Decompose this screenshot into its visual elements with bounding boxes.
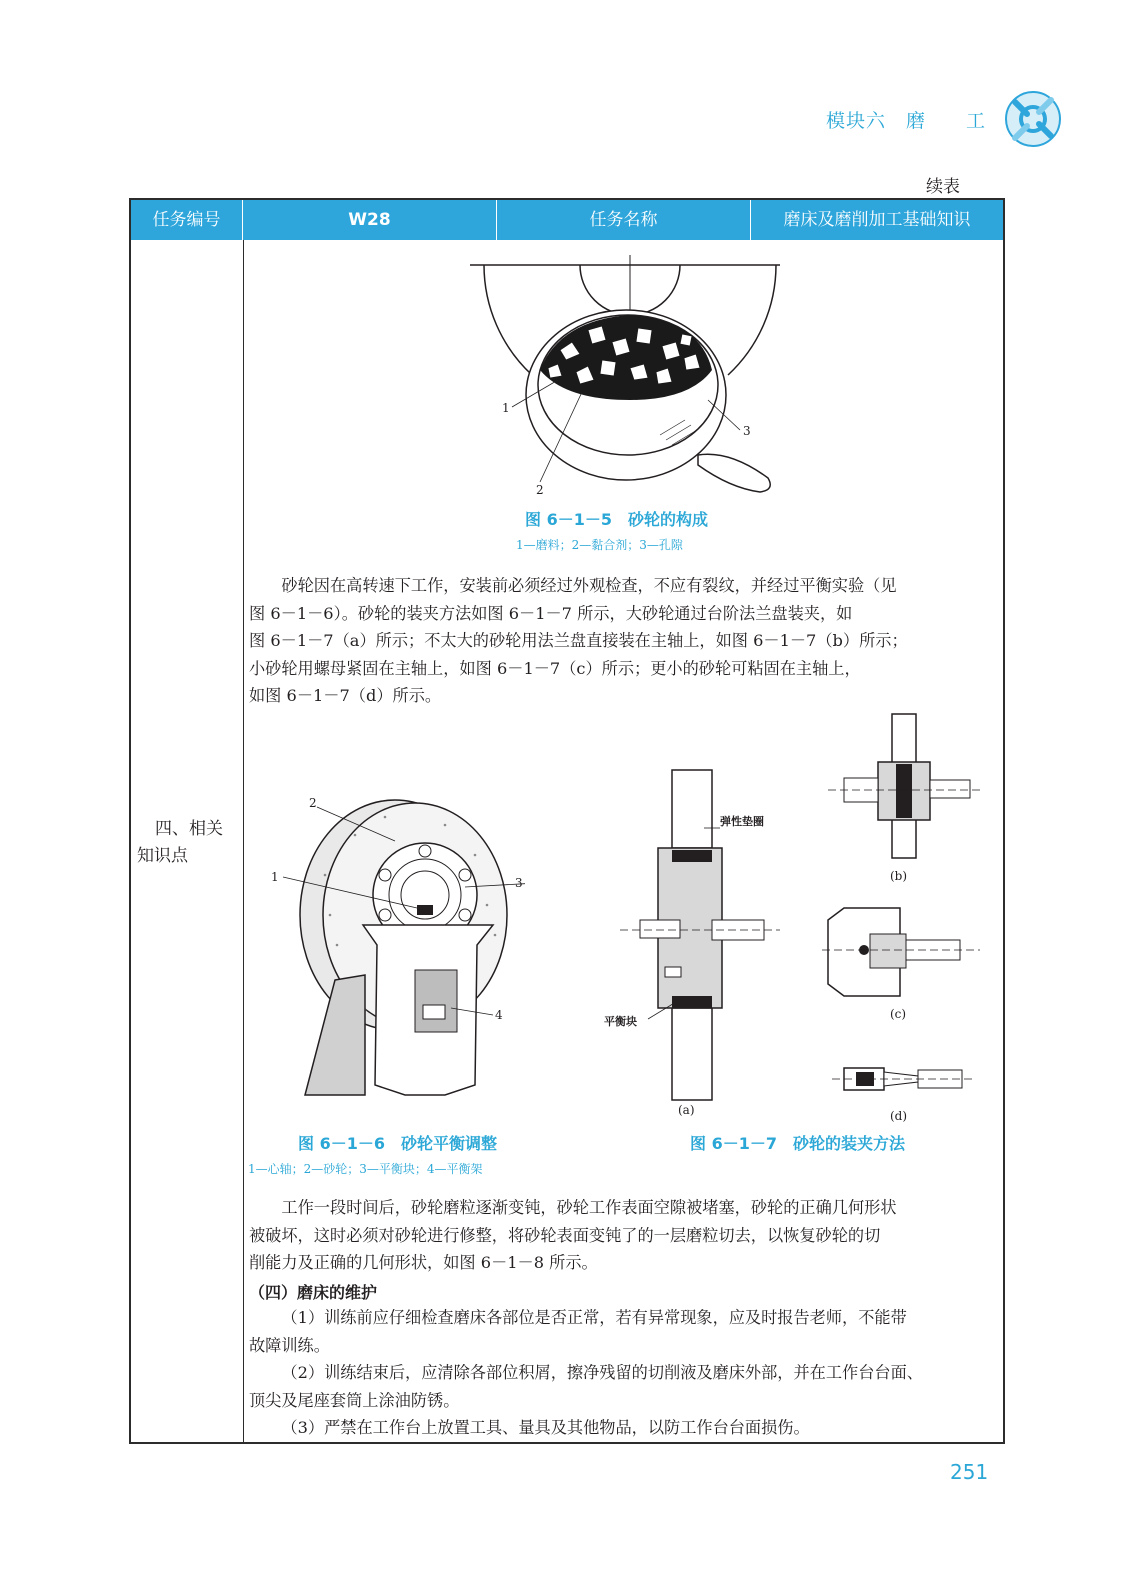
- f7-sub-b: (b): [890, 869, 908, 883]
- row-label-line2: 知识点: [137, 846, 188, 866]
- page-number: 251: [950, 1460, 989, 1484]
- grinding-wheel-structure-figure: [470, 250, 790, 500]
- header-task-id-label: 任务编号: [131, 200, 243, 240]
- paragraph-line: 削能力及正确的几何形状，如图 6－1－8 所示。: [249, 1253, 598, 1272]
- f5-label-1: 1: [502, 401, 510, 415]
- f6-label-3: 3: [515, 876, 523, 890]
- section-title-maintenance: （四）磨床的维护: [249, 1283, 378, 1302]
- paragraph-line: 工作一段时间后，砂轮磨粒逐渐变钝，砂轮工作表面空隙被堵塞，砂轮的正确几何形状: [281, 1198, 897, 1217]
- maintenance-item-2: （2）训练结束后，应清除各部位积屑，擦净残留的切削液及磨床外部，并在工作台台面、: [281, 1363, 923, 1382]
- header-task-id-value: W28: [243, 200, 497, 240]
- continued-label: 续表: [926, 177, 960, 197]
- table-header: [131, 200, 1003, 240]
- header-task-name-label: 任务名称: [497, 200, 751, 240]
- f5-label-2: 2: [536, 483, 544, 497]
- f6-label-2: 2: [309, 796, 317, 810]
- paragraph-line: 图 6－1－7（a）所示；不太大的砂轮用法兰盘直接装在主轴上，如图 6－1－7（b）所示；: [249, 631, 908, 650]
- maintenance-item-3: （3）严禁在工作台上放置工具、量具及其他物品，以防工作台台面损伤。: [281, 1418, 810, 1437]
- paragraph-line: 图 6－1－6）。砂轮的装夹方法如图 6－1－7 所示，大砂轮通过台阶法兰盘装夹，如: [249, 603, 853, 623]
- f7-sub-d: (d): [890, 1109, 908, 1123]
- header-task-name-value: 磨床及磨削加工基础知识: [783, 210, 971, 230]
- module-title: 模块六 磨 工: [826, 110, 987, 132]
- maintenance-item-1: （1）训练前应仔细检查磨床各部位是否正常，若有异常现象，应及时报告老师，不能带: [281, 1308, 907, 1327]
- maintenance-item-2-cont: 顶尖及尾座套筒上涂油防锈。: [249, 1390, 460, 1410]
- wheel-mounting-methods-figure: [600, 712, 990, 1127]
- figure-6-1-5-legend: 1—磨料；2—黏合剂；3—孔隙: [516, 538, 683, 552]
- paragraph-line: 小砂轮用螺母紧固在主轴上，如图 6－1－7（c）所示；更小的砂轮可粘固在主轴上，: [249, 658, 861, 678]
- f7-label-balance-block: 平衡块: [604, 1015, 637, 1028]
- figure-6-1-5-caption: 图 6－1－5 砂轮的构成: [525, 510, 708, 529]
- f6-label-4: 4: [495, 1008, 503, 1022]
- f7-label-elastic-washer: 弹性垫圈: [720, 815, 764, 828]
- column-divider: [243, 240, 244, 1444]
- maintenance-item-1-cont: 故障训练。: [249, 1335, 330, 1355]
- paragraph-mounting: [249, 572, 997, 710]
- figure-6-1-7-caption: 图 6－1－7 砂轮的装夹方法: [690, 1134, 905, 1153]
- paragraph-dressing: [249, 1194, 997, 1277]
- paragraph-line: 砂轮因在高转速下工作，安装前必须经过外观检查，不应有裂纹，并经过平衡实验（见: [281, 576, 897, 595]
- paragraph-line: 被破坏，这时必须对砂轮进行修整，将砂轮表面变钝了的一层磨粒切去，以恢复砂轮的切: [249, 1225, 881, 1245]
- f7-sub-c: (c): [890, 1007, 907, 1021]
- row-label: [137, 816, 237, 870]
- f7-sub-a: (a): [678, 1103, 695, 1117]
- paragraph-line: 如图 6－1－7（d）所示。: [249, 686, 442, 705]
- figure-6-1-6-legend: 1—心轴；2—砂轮；3—平衡块；4—平衡架: [248, 1162, 483, 1176]
- maintenance-list: [249, 1304, 997, 1442]
- f6-label-1: 1: [271, 870, 279, 884]
- figure-6-1-6-caption: 图 6－1－6 砂轮平衡调整: [298, 1134, 497, 1153]
- wrench-gear-logo-icon: [1003, 88, 1063, 150]
- wheel-balancing-figure: [265, 795, 525, 1125]
- f5-label-3: 3: [743, 424, 751, 438]
- row-label-line1: 四、相关: [155, 819, 223, 839]
